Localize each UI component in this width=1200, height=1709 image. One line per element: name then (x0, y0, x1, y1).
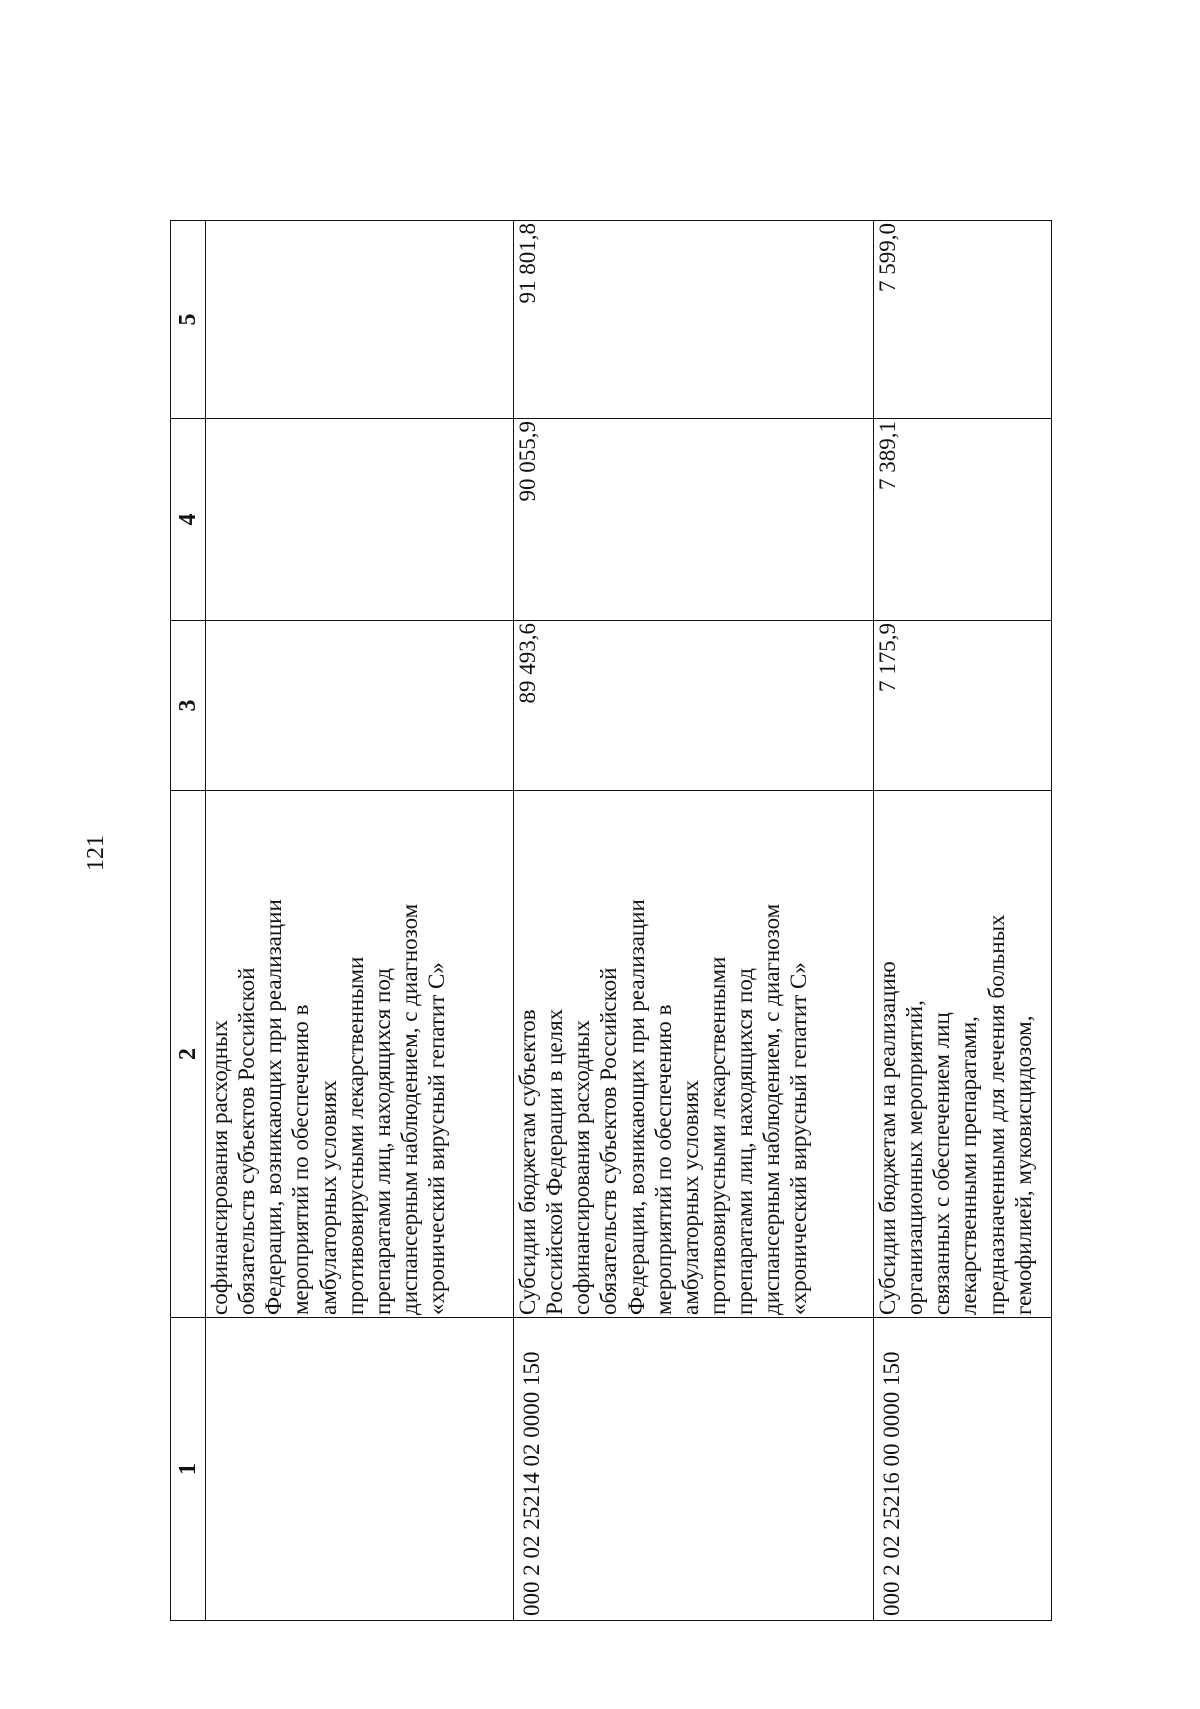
description-line: «хронический вирусный гепатит С» (424, 962, 449, 1315)
description-line: Федерации, возникающих при реализации (261, 899, 287, 1315)
budget-table (170, 220, 1052, 1621)
value-col-5 (206, 221, 514, 419)
description-line: предназначенными для лечения больных (983, 914, 1009, 1315)
row-description (206, 791, 514, 1318)
value-col-5: 91 801,8 (514, 221, 874, 419)
description-line: мероприятий по обеспечению в (650, 1004, 676, 1315)
header-col-4: 4 (171, 419, 206, 621)
page-number: 121 (83, 835, 109, 871)
header-col-2: 2 (171, 791, 206, 1318)
table-row (874, 221, 1052, 1621)
value-col-4: 90 055,9 (514, 419, 874, 621)
value-col-5: 7 599,0 (874, 221, 1052, 419)
row-description (874, 791, 1052, 1318)
value-col-3: 7 175,9 (874, 621, 1052, 791)
description-line: Российской Федерации в целях (542, 1008, 568, 1315)
value-col-3: 89 493,6 (514, 621, 874, 791)
description-line: противовирусными лекарственными (704, 956, 730, 1315)
description-line: Федерации, возникающих при реализации (623, 899, 649, 1315)
table-header-row (171, 221, 206, 1621)
row-code (206, 1318, 514, 1621)
header-col-5: 5 (171, 221, 206, 419)
table-row (514, 221, 874, 1621)
value-col-3 (206, 621, 514, 791)
description-line: обязательств субъектов Российской (234, 967, 260, 1315)
rotated-table-container (170, 221, 1050, 1621)
description-line: софинансирования расходных (569, 1019, 595, 1315)
header-col-1: 1 (171, 1318, 206, 1621)
description-line: противовирусными лекарственными (342, 956, 368, 1315)
description-line: «хронический вирусный гепатит С» (786, 962, 812, 1315)
header-col-3: 3 (171, 621, 206, 791)
description-line: мероприятий по обеспечению в (288, 1004, 314, 1315)
description-line: Субсидии бюджетам субъектов (515, 1009, 540, 1315)
description-line: амбулаторных условиях (315, 1080, 341, 1315)
description-line: амбулаторных условиях (677, 1080, 703, 1315)
description-line: диспансерным наблюдением, с диагнозом (396, 903, 422, 1315)
description-line: препаратами лиц, находящихся под (369, 968, 395, 1315)
table-row (206, 221, 514, 1621)
description-line: диспансерным наблюдением, с диагнозом (759, 903, 785, 1315)
description-line: препаратами лиц, находящихся под (732, 968, 757, 1315)
row-code: 000 2 02 25216 00 0000 150 (874, 1318, 1052, 1621)
description-line: связанных с обеспечением лиц (929, 1012, 955, 1315)
description-line: обязательств субъектов Российской (596, 967, 622, 1315)
row-code: 000 2 02 25214 02 0000 150 (514, 1318, 874, 1621)
description-line: организационных мероприятий, (902, 1000, 928, 1315)
description-line: софинансирования расходных (207, 1019, 232, 1315)
value-col-4 (206, 419, 514, 621)
description-line: гемофилией, муковисцидозом, (1010, 1015, 1036, 1315)
value-col-4: 7 389,1 (874, 419, 1052, 621)
description-line: Субсидии бюджетам на реализацию (875, 961, 900, 1315)
description-line: лекарственными препаратами, (956, 1016, 982, 1315)
row-description (514, 791, 874, 1318)
